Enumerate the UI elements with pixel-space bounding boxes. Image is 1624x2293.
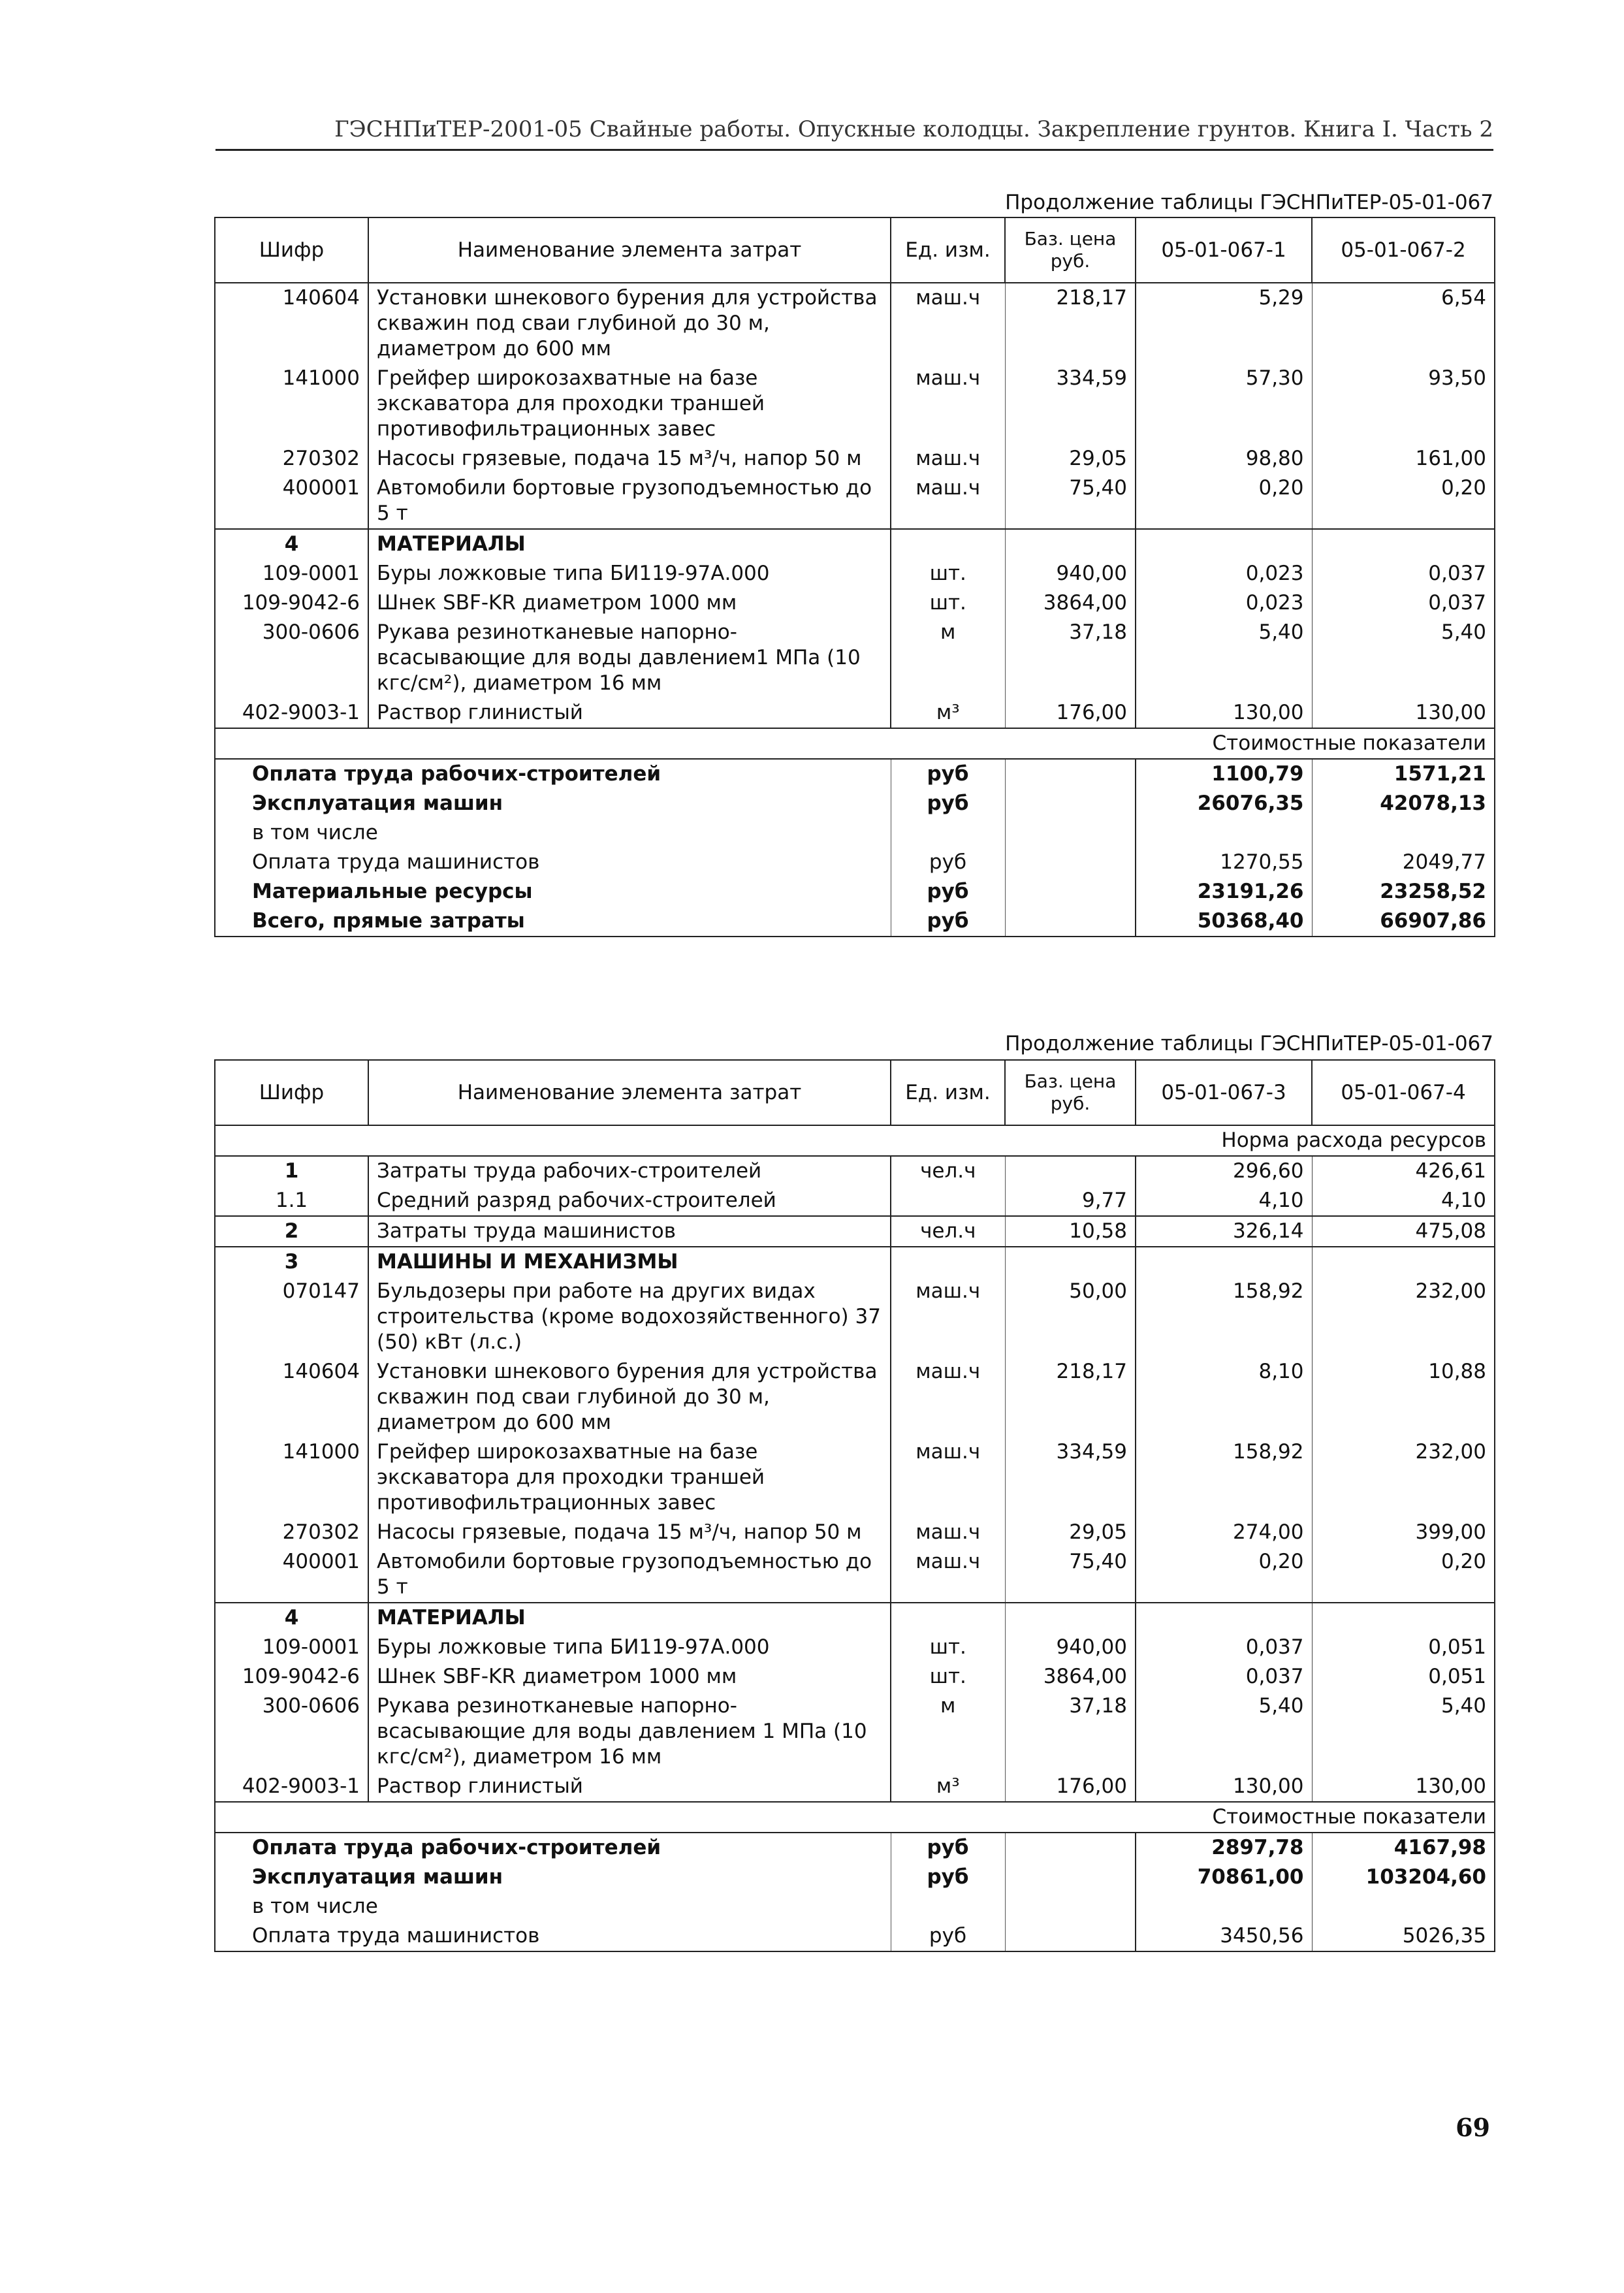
row-name: Автомобили бортовые грузоподъемностью до 5 т <box>368 473 891 529</box>
row-price: 50,00 <box>1005 1277 1136 1357</box>
row-value-b: 161,00 <box>1312 444 1495 473</box>
row-name: Грейфер широкозахватные на базе экскаватора для проходки траншей противофильтрационных завес <box>368 1437 891 1518</box>
row-price: 37,18 <box>1005 618 1136 698</box>
summary-row <box>215 818 1495 848</box>
row-price: 10,58 <box>1005 1216 1136 1247</box>
table-row <box>215 364 1495 444</box>
row-unit: шт. <box>891 1633 1005 1662</box>
row-name: Насосы грязевые, подача 15 м³/ч, напор 50 м <box>368 1518 891 1547</box>
row-unit: маш.ч <box>891 1547 1005 1603</box>
row-name: МАТЕРИАЛЫ <box>368 529 891 559</box>
row-value-a: 0,037 <box>1136 1633 1312 1662</box>
table-row <box>215 1186 1495 1216</box>
row-name: Установки шнекового бурения для устройства скважин под сваи глубиной до 30 м, диаметром до 600 мм <box>368 283 891 364</box>
table-row <box>215 444 1495 473</box>
row-value-a: 98,80 <box>1136 444 1312 473</box>
table-row <box>215 1518 1495 1547</box>
row-value-b: 0,20 <box>1312 473 1495 529</box>
cost-band-label: Стоимостные показатели <box>215 728 1495 759</box>
row-price: 218,17 <box>1005 1357 1136 1437</box>
row-value-b: 0,037 <box>1312 588 1495 618</box>
summary-row <box>215 906 1495 937</box>
table-row <box>215 1633 1495 1662</box>
table-row <box>215 1156 1495 1186</box>
row-value-a: 130,00 <box>1136 1772 1312 1802</box>
page-number: 69 <box>1456 2113 1490 2142</box>
summary-row <box>215 1892 1495 1921</box>
row-value-b: 5,40 <box>1312 618 1495 698</box>
row-code: 109-0001 <box>215 1633 368 1662</box>
row-price: 9,77 <box>1005 1186 1136 1216</box>
summary-row <box>215 1863 1495 1892</box>
table1 <box>214 217 1495 937</box>
header-col-b: 05-01-067-4 <box>1312 1060 1495 1125</box>
row-value-b: 0,037 <box>1312 559 1495 588</box>
row-value-a: 158,92 <box>1136 1437 1312 1518</box>
summary-value-b: 5026,35 <box>1312 1921 1495 1951</box>
row-value-a: 0,023 <box>1136 588 1312 618</box>
row-unit: м³ <box>891 1772 1005 1802</box>
table-row <box>215 588 1495 618</box>
summary-label: в том числе <box>215 1892 891 1921</box>
summary-value-b: 4167,98 <box>1312 1833 1495 1863</box>
row-name: Шнек SBF-KR диаметром 1000 мм <box>368 1662 891 1692</box>
summary-unit: руб <box>891 759 1005 789</box>
summary-value-b: 1571,21 <box>1312 759 1495 789</box>
header-col-b: 05-01-067-2 <box>1312 217 1495 283</box>
header-col-a: 05-01-067-1 <box>1136 217 1312 283</box>
row-value-b: 4,10 <box>1312 1186 1495 1216</box>
row-code: 141000 <box>215 364 368 444</box>
header-price: Баз. цена руб. <box>1005 1060 1136 1125</box>
summary-label: Эксплуатация машин <box>215 789 891 818</box>
row-unit: чел.ч <box>891 1216 1005 1247</box>
row-price: 75,40 <box>1005 473 1136 529</box>
table-row <box>215 618 1495 698</box>
row-name: Насосы грязевые, подача 15 м³/ч, напор 50 м <box>368 444 891 473</box>
table-row <box>215 1437 1495 1518</box>
row-name: МАШИНЫ И МЕХАНИЗМЫ <box>368 1247 891 1277</box>
row-code: 402-9003-1 <box>215 698 368 728</box>
summary-row <box>215 848 1495 877</box>
row-name: Шнек SBF-KR диаметром 1000 мм <box>368 588 891 618</box>
row-code: 1.1 <box>215 1186 368 1216</box>
table-row <box>215 1772 1495 1802</box>
summary-label: Оплата труда машинистов <box>215 1921 891 1951</box>
summary-label: Эксплуатация машин <box>215 1863 891 1892</box>
row-unit: маш.ч <box>891 1277 1005 1357</box>
row-unit: шт. <box>891 588 1005 618</box>
row-price: 29,05 <box>1005 1518 1136 1547</box>
row-unit: маш.ч <box>891 1437 1005 1518</box>
header-unit: Ед. изм. <box>891 1060 1005 1125</box>
header-code: Шифр <box>215 1060 368 1125</box>
summary-value-a: 50368,40 <box>1136 906 1312 937</box>
summary-row <box>215 759 1495 789</box>
summary-label: Материальные ресурсы <box>215 877 891 906</box>
table1-continuation-note: Продолжение таблицы ГЭСНПиТЕР-05-01-067 <box>1005 191 1493 214</box>
summary-value-b: 42078,13 <box>1312 789 1495 818</box>
row-unit: м³ <box>891 698 1005 728</box>
table-row <box>215 698 1495 728</box>
summary-value-a: 26076,35 <box>1136 789 1312 818</box>
row-price: 75,40 <box>1005 1547 1136 1603</box>
row-unit: маш.ч <box>891 473 1005 529</box>
row-code: 070147 <box>215 1277 368 1357</box>
table-row <box>215 473 1495 529</box>
row-value-a: 158,92 <box>1136 1277 1312 1357</box>
row-price: 334,59 <box>1005 1437 1136 1518</box>
header-name: Наименование элемента затрат <box>368 217 891 283</box>
row-value-b: 93,50 <box>1312 364 1495 444</box>
row-unit: маш.ч <box>891 1518 1005 1547</box>
row-value-a: 0,20 <box>1136 473 1312 529</box>
row-value-a: 5,40 <box>1136 1692 1312 1772</box>
row-name: Раствор глинистый <box>368 1772 891 1802</box>
row-value-b: 10,88 <box>1312 1357 1495 1437</box>
row-price: 176,00 <box>1005 1772 1136 1802</box>
summary-value-b: 2049,77 <box>1312 848 1495 877</box>
summary-unit: руб <box>891 906 1005 937</box>
row-name: Грейфер широкозахватные на базе экскаватора для проходки траншей противофильтрационных завес <box>368 364 891 444</box>
summary-label: Оплата труда рабочих-строителей <box>215 1833 891 1863</box>
table-row <box>215 1547 1495 1603</box>
row-code: 4 <box>215 529 368 559</box>
cost-band-row <box>215 728 1495 759</box>
row-unit: шт. <box>891 1662 1005 1692</box>
summary-unit: руб <box>891 1863 1005 1892</box>
row-value-a: 8,10 <box>1136 1357 1312 1437</box>
row-value-a: 5,29 <box>1136 283 1312 364</box>
row-unit: маш.ч <box>891 283 1005 364</box>
summary-row <box>215 1921 1495 1951</box>
row-code: 109-0001 <box>215 559 368 588</box>
row-name: Раствор глинистый <box>368 698 891 728</box>
row-code: 1 <box>215 1156 368 1186</box>
row-value-b: 232,00 <box>1312 1437 1495 1518</box>
row-value-a: 0,023 <box>1136 559 1312 588</box>
row-code: 4 <box>215 1603 368 1633</box>
row-code: 3 <box>215 1247 368 1277</box>
row-unit: маш.ч <box>891 444 1005 473</box>
row-code: 109-9042-6 <box>215 1662 368 1692</box>
summary-value-a: 3450,56 <box>1136 1921 1312 1951</box>
row-price: 37,18 <box>1005 1692 1136 1772</box>
table-row <box>215 1216 1495 1247</box>
row-price <box>1005 1156 1136 1186</box>
row-code: 2 <box>215 1216 368 1247</box>
row-code: 270302 <box>215 1518 368 1547</box>
row-price: 940,00 <box>1005 1633 1136 1662</box>
header-rule <box>215 149 1493 151</box>
row-code: 270302 <box>215 444 368 473</box>
header-unit: Ед. изм. <box>891 217 1005 283</box>
row-unit <box>891 1186 1005 1216</box>
summary-unit: руб <box>891 789 1005 818</box>
cost-band-row <box>215 1802 1495 1833</box>
row-code: 140604 <box>215 283 368 364</box>
row-value-b: 426,61 <box>1312 1156 1495 1186</box>
row-code: 400001 <box>215 1547 368 1603</box>
section-header-row <box>215 1247 1495 1277</box>
row-unit: м <box>891 1692 1005 1772</box>
row-value-a: 57,30 <box>1136 364 1312 444</box>
row-code: 300-0606 <box>215 1692 368 1772</box>
row-name: Бульдозеры при работе на других видах строительства (кроме водохозяйственного) 37 (50) кВт (л.с.) <box>368 1277 891 1357</box>
summary-label: Оплата труда рабочих-строителей <box>215 759 891 789</box>
row-price: 3864,00 <box>1005 1662 1136 1692</box>
row-price: 29,05 <box>1005 444 1136 473</box>
summary-value-a: 23191,26 <box>1136 877 1312 906</box>
row-name: Рукава резинотканевые напорно-всасывающие для воды давлением 1 МПа (10 кгс/см²), диаметром 16 мм <box>368 1692 891 1772</box>
row-price: 940,00 <box>1005 559 1136 588</box>
summary-value-a: 2897,78 <box>1136 1833 1312 1863</box>
summary-value-a: 1270,55 <box>1136 848 1312 877</box>
row-value-a: 326,14 <box>1136 1216 1312 1247</box>
table-row <box>215 1357 1495 1437</box>
summary-value-b: 66907,86 <box>1312 906 1495 937</box>
row-value-a: 296,60 <box>1136 1156 1312 1186</box>
summary-label: в том числе <box>215 818 891 848</box>
summary-label: Всего, прямые затраты <box>215 906 891 937</box>
summary-row <box>215 789 1495 818</box>
table2 <box>214 1059 1495 1952</box>
summary-row <box>215 877 1495 906</box>
summary-value-b: 103204,60 <box>1312 1863 1495 1892</box>
row-code: 402-9003-1 <box>215 1772 368 1802</box>
row-value-b: 0,051 <box>1312 1662 1495 1692</box>
row-code: 400001 <box>215 473 368 529</box>
row-value-b: 0,20 <box>1312 1547 1495 1603</box>
row-value-b: 6,54 <box>1312 283 1495 364</box>
header-col-a: 05-01-067-3 <box>1136 1060 1312 1125</box>
row-unit: маш.ч <box>891 1357 1005 1437</box>
row-name: Буры ложковые типа БИ119-97А.000 <box>368 1633 891 1662</box>
section-header-row <box>215 529 1495 559</box>
header-code: Шифр <box>215 217 368 283</box>
summary-unit: руб <box>891 877 1005 906</box>
norm-band-label: Норма расхода ресурсов <box>215 1125 1495 1156</box>
summary-unit: руб <box>891 1833 1005 1863</box>
row-value-b: 232,00 <box>1312 1277 1495 1357</box>
row-name: Буры ложковые типа БИ119-97А.000 <box>368 559 891 588</box>
row-value-a: 4,10 <box>1136 1186 1312 1216</box>
row-code: 300-0606 <box>215 618 368 698</box>
row-value-a: 130,00 <box>1136 698 1312 728</box>
row-unit: шт. <box>891 559 1005 588</box>
row-unit: м <box>891 618 1005 698</box>
running-header: ГЭСНПиТЕР-2001-05 Свайные работы. Опускные колодцы. Закрепление грунтов. Книга I. Часть 2 <box>334 116 1493 142</box>
header-price: Баз. цена руб. <box>1005 217 1136 283</box>
row-code: 140604 <box>215 1357 368 1437</box>
row-value-b: 0,051 <box>1312 1633 1495 1662</box>
table-row <box>215 1692 1495 1772</box>
row-unit: маш.ч <box>891 364 1005 444</box>
row-price: 176,00 <box>1005 698 1136 728</box>
row-name: Затраты труда машинистов <box>368 1216 891 1247</box>
summary-label: Оплата труда машинистов <box>215 848 891 877</box>
row-value-b: 130,00 <box>1312 698 1495 728</box>
row-value-b: 475,08 <box>1312 1216 1495 1247</box>
norm-band-row <box>215 1125 1495 1156</box>
row-value-b: 130,00 <box>1312 1772 1495 1802</box>
table-row <box>215 1662 1495 1692</box>
cost-band-label: Стоимостные показатели <box>215 1802 1495 1833</box>
row-value-a: 5,40 <box>1136 618 1312 698</box>
row-name: Средний разряд рабочих-строителей <box>368 1186 891 1216</box>
row-price: 334,59 <box>1005 364 1136 444</box>
row-price: 218,17 <box>1005 283 1136 364</box>
summary-unit: руб <box>891 848 1005 877</box>
summary-row <box>215 1833 1495 1863</box>
row-value-a: 0,20 <box>1136 1547 1312 1603</box>
row-name: Установки шнекового бурения для устройства скважин под сваи глубиной до 30 м, диаметром до 600 мм <box>368 1357 891 1437</box>
row-name: МАТЕРИАЛЫ <box>368 1603 891 1633</box>
table2-continuation-note: Продолжение таблицы ГЭСНПиТЕР-05-01-067 <box>1005 1032 1493 1055</box>
section-header-row <box>215 1603 1495 1633</box>
summary-value-a: 1100,79 <box>1136 759 1312 789</box>
row-unit: чел.ч <box>891 1156 1005 1186</box>
table-row <box>215 559 1495 588</box>
row-name: Рукава резинотканевые напорно-всасывающие для воды давлением1 МПа (10 кгс/см²), диаметром 16 мм <box>368 618 891 698</box>
row-price: 3864,00 <box>1005 588 1136 618</box>
row-name: Автомобили бортовые грузоподъемностью до 5 т <box>368 1547 891 1603</box>
header-name: Наименование элемента затрат <box>368 1060 891 1125</box>
table-row <box>215 283 1495 364</box>
summary-value-a: 70861,00 <box>1136 1863 1312 1892</box>
row-code: 141000 <box>215 1437 368 1518</box>
row-value-b: 5,40 <box>1312 1692 1495 1772</box>
summary-unit: руб <box>891 1921 1005 1951</box>
summary-value-b: 23258,52 <box>1312 877 1495 906</box>
row-value-a: 0,037 <box>1136 1662 1312 1692</box>
table-row <box>215 1277 1495 1357</box>
row-value-a: 274,00 <box>1136 1518 1312 1547</box>
row-value-b: 399,00 <box>1312 1518 1495 1547</box>
row-code: 109-9042-6 <box>215 588 368 618</box>
row-name: Затраты труда рабочих-строителей <box>368 1156 891 1186</box>
